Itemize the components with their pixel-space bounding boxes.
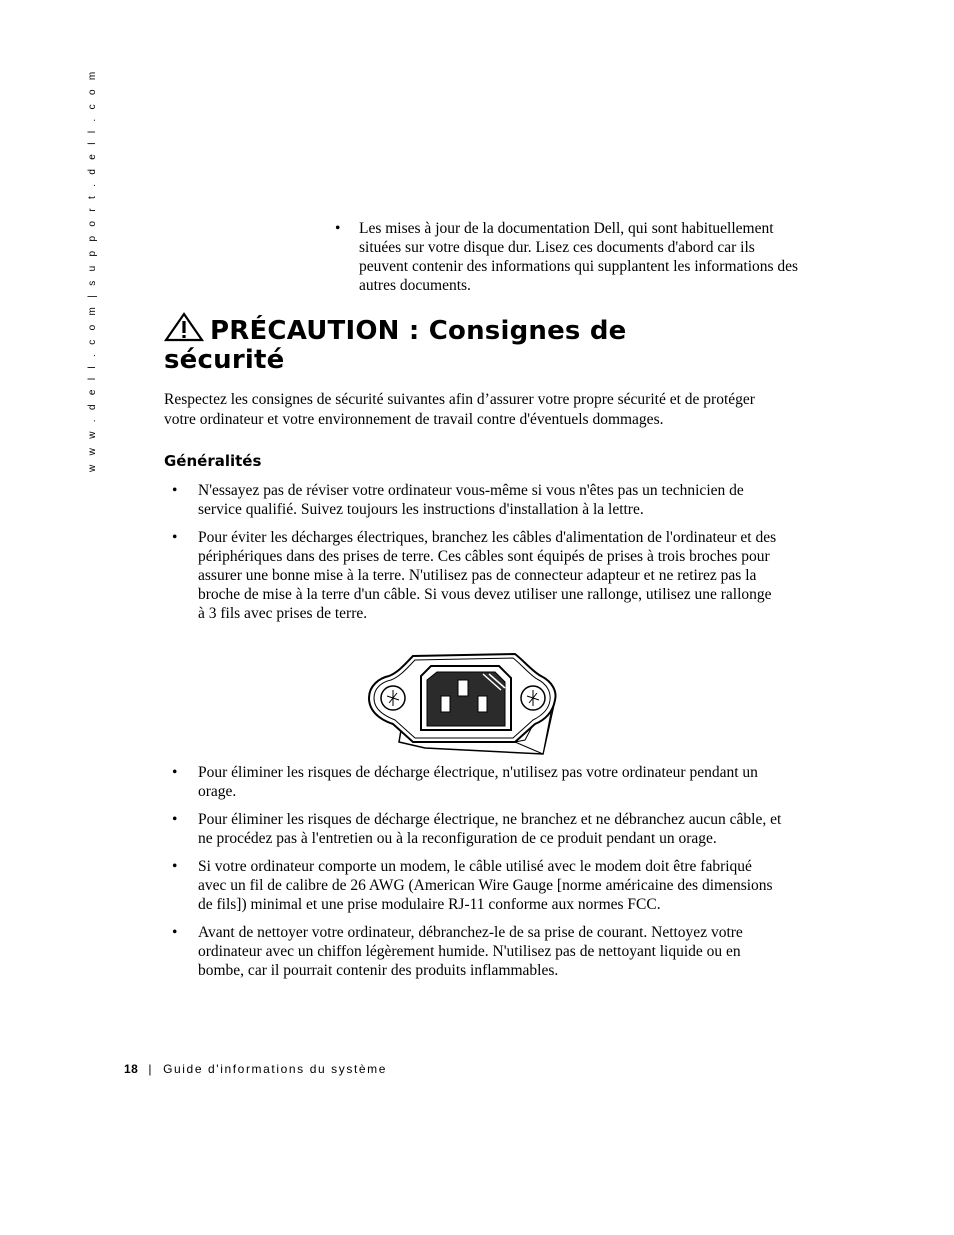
list-item bbox=[172, 481, 782, 519]
list-item bbox=[335, 219, 805, 295]
list-item-text: Si votre ordinateur comporte un modem, le câble utilisé avec le modem doit être fabriqué avec un fil de calibre de 26 AWG (American Wire Gauge [norme américaine des dimensions de fils]) minimal et une prise modulaire RJ-11 conforme aux normes FCC. bbox=[198, 858, 773, 913]
power-connector-illustration bbox=[365, 650, 560, 763]
footer-separator: | bbox=[148, 1062, 154, 1076]
list-item bbox=[172, 528, 782, 623]
list-item-text: Pour éliminer les risques de décharge électrique, n'utilisez pas votre ordinateur pendant un orage. bbox=[198, 764, 758, 800]
sidebar-url-text: w w w . d e l l . c o m | s u p p o r t . d e l l . c o m bbox=[87, 68, 98, 472]
list-item bbox=[172, 857, 782, 914]
bullet-list-general-continued bbox=[172, 763, 782, 989]
bullet-marker: • bbox=[172, 858, 178, 875]
bullet-list-general bbox=[172, 481, 782, 632]
bullet-marker: • bbox=[335, 220, 341, 237]
section-heading bbox=[164, 312, 724, 375]
list-item-text: Pour éliminer les risques de décharge électrique, ne branchez et ne débranchez aucun câble, et ne procédez pas à l'entretien ou à la reconfiguration de ce produit pendant un orage. bbox=[198, 811, 782, 847]
top-bullet-list bbox=[335, 219, 805, 295]
page-number: 18 bbox=[124, 1062, 139, 1076]
heading-line-2: sécurité bbox=[164, 345, 285, 375]
list-item bbox=[172, 923, 782, 980]
intro-paragraph: Respectez les consignes de sécurité suivantes afin d’assurer votre propre sécurité et de protéger votre ordinateur et votre environnement de travail contre d'éventuels dommages. bbox=[164, 391, 755, 428]
bullet-marker: • bbox=[172, 924, 178, 941]
list-item-text: Les mises à jour de la documentation Dell, qui sont habituellement situées sur votre disque dur. Lisez ces documents d'abord car ils peuvent contenir des informations qui supplantent les informations des autres documents. bbox=[359, 220, 799, 294]
bullet-marker: • bbox=[172, 529, 178, 546]
subheading-general: Généralités bbox=[164, 452, 262, 470]
list-item-text: Avant de nettoyer votre ordinateur, débranchez-le de sa prise de courant. Nettoyez votre ordinateur avec un chiffon légèrement humide. N'utilisez pas de nettoyant liquide ou en bombe, car il pourrait contenir des produits inflammables. bbox=[198, 924, 743, 979]
list-item bbox=[172, 810, 782, 848]
bullet-marker: • bbox=[172, 482, 178, 499]
list-item-text: Pour éviter les décharges électriques, branchez les câbles d'alimentation de l'ordinateur et des périphériques dans des prises de terre. Ces câbles sont équipés de prises à trois broches pour assurer une bonne mise à la terre. N'utilisez pas de connecteur adapteur et ne retirez pas la broche de mise à la terre d'un câble. Si vous devez utiliser une rallonge, utilisez une rallonge à 3 fils avec prises de terre. bbox=[198, 529, 777, 622]
bullet-marker: • bbox=[172, 811, 178, 828]
guide-title: Guide d'informations du système bbox=[163, 1062, 388, 1076]
warning-triangle-icon bbox=[164, 312, 204, 342]
list-item-text: N'essayez pas de réviser votre ordinateur vous-même si vous n'êtes pas un technicien de service qualifié. Suivez toujours les instructions d'installation à la lettre. bbox=[198, 482, 744, 518]
bullet-marker: • bbox=[172, 764, 178, 781]
list-item bbox=[172, 763, 782, 801]
page-footer bbox=[124, 1062, 387, 1076]
heading-line-1: PRÉCAUTION : Consignes de bbox=[210, 316, 627, 346]
sidebar-url bbox=[84, 68, 102, 472]
